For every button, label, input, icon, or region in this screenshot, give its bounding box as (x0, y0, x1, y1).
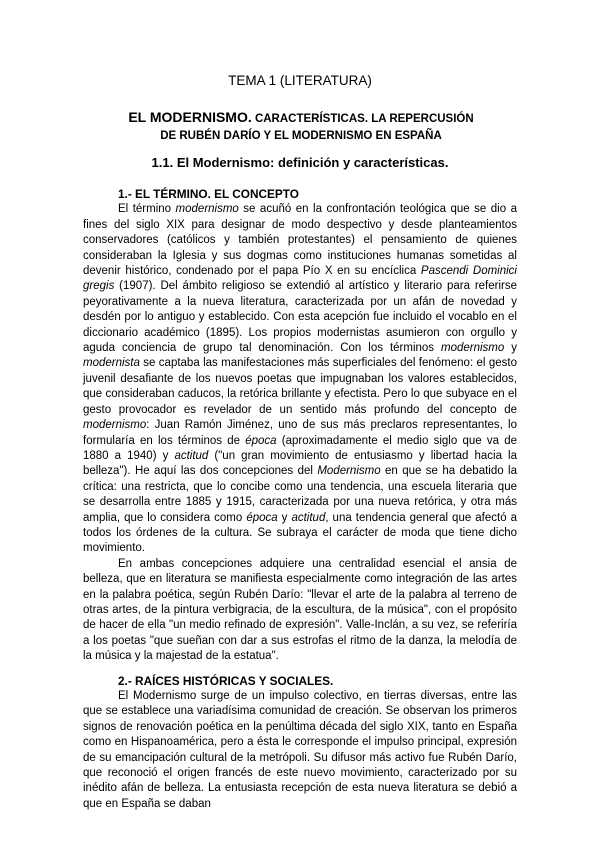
section-2-paragraph-1: El Modernismo surge de un impulso colectivo, en tierras diversas, entre las que se establece una variadísima comunidad de creación. Se observan los primeros signos de renovación poética en la penúltima década del siglo XIX, tanto en España como en Hispanoamérica, pero a ésta le corresponde el impulso principal, expresión de su emancipación cultural de la metrópoli. Su difusor más activo fue Rubén Darío, que reconoció el origen francés de este nuevo movimiento, caracterizado por su inédito afán de belleza. La entusiasta recepción de esta nueva literatura se debió a que en España se daban (83, 690, 517, 810)
document-heading (86, 109, 516, 145)
section-1-title: 1.- EL TÉRMINO. EL CONCEPTO (118, 187, 299, 201)
section-gap (83, 665, 517, 674)
topic-title: TEMA 1 (LITERATURA) (228, 73, 372, 88)
section-2-title: 2.- RAÍCES HISTÓRICAS Y SOCIALES. (118, 673, 334, 688)
body-text (83, 187, 517, 812)
heading-rest: CARACTERÍSTICAS. LA REPERCUSIÓN (251, 113, 474, 125)
section-1-paragraph-2: En ambas concepciones adquiere una centralidad esencial el ansia de belleza, que en literatura se manifiesta especialmente como integración de las artes en la palabra poética, según Rubén Darío: "llevar el arte de la palabra al terreno de otras artes, de la pintura verbigracia, de la escultura, de la música", con el propósito de hacer de ella "un medio refinado de expresión". Valle-Inclán, a su vez, se referiría a los poetas "que sueñan con dar a sus estrofas el ritmo de la danza, la melodía de la música y la majestad de la estatua". (83, 557, 517, 663)
heading-line2: DE RUBÉN DARÍO Y EL MODERNISMO EN ESPAÑA (160, 130, 442, 142)
heading-main: EL MODERNISMO. (128, 109, 252, 125)
section-subheading: 1.1. El Modernismo: definición y características. (151, 155, 449, 170)
section-1-paragraph-1: El término modernismo se acuñó en la confrontación teológica que se dio a fines del siglo XIX para designar de modo despectivo y desde planteamientos conservadores (católicos y también protestantes) el pensamiento de quienes consideraban la Iglesia y sus dogmas como instituciones humanas sometidas al devenir histórico, condenado por el papa Pío X en su encíclica Pascendi Dominici gregis (1907). Del ámbito religioso se extendió al artístico y literario para referirse peyorativamente a la nueva literatura, caracterizada por un afán de novedad y desdén por lo antiguo y establecido. Con esta acepción fue incluido el vocablo en el diccionario académico (1895). Los propios modernistas asumieron con orgullo y aguda conciencia de grupo tal denominación. Con los términos modernismo y modernista se captaba las manifestaciones más superficiales del fenómeno: el gesto juvenil desafiante de los nuevos poetas que impugnaban los valores establecidos, que consideraban caducos, la retórica brillante y efectista. Pero lo que subyace en el gesto provocador es revelador de un sentido más profundo del concepto de modernismo: Juan Ramón Jiménez, uno de sus más preclaros representantes, lo formularía en los términos de época (aproximadamente el medio siglo que va de 1880 a 1940) y actitud ("un gran movimiento de entusiasmo y libertad hacia la belleza"). He aquí las dos concepciones del Modernismo en que se ha debatido la crítica: una restricta, que lo concibe como una tendencia, una escuela literaria que se desarrolla entre 1885 y 1915, caracterizada por una nueva retórica, y otra más amplia, que lo considera como época y actitud, una tendencia general que afectó a todos los órdenes de la cultura. Se subraya el carácter de moda que tiene dicho movimiento. (83, 203, 518, 555)
